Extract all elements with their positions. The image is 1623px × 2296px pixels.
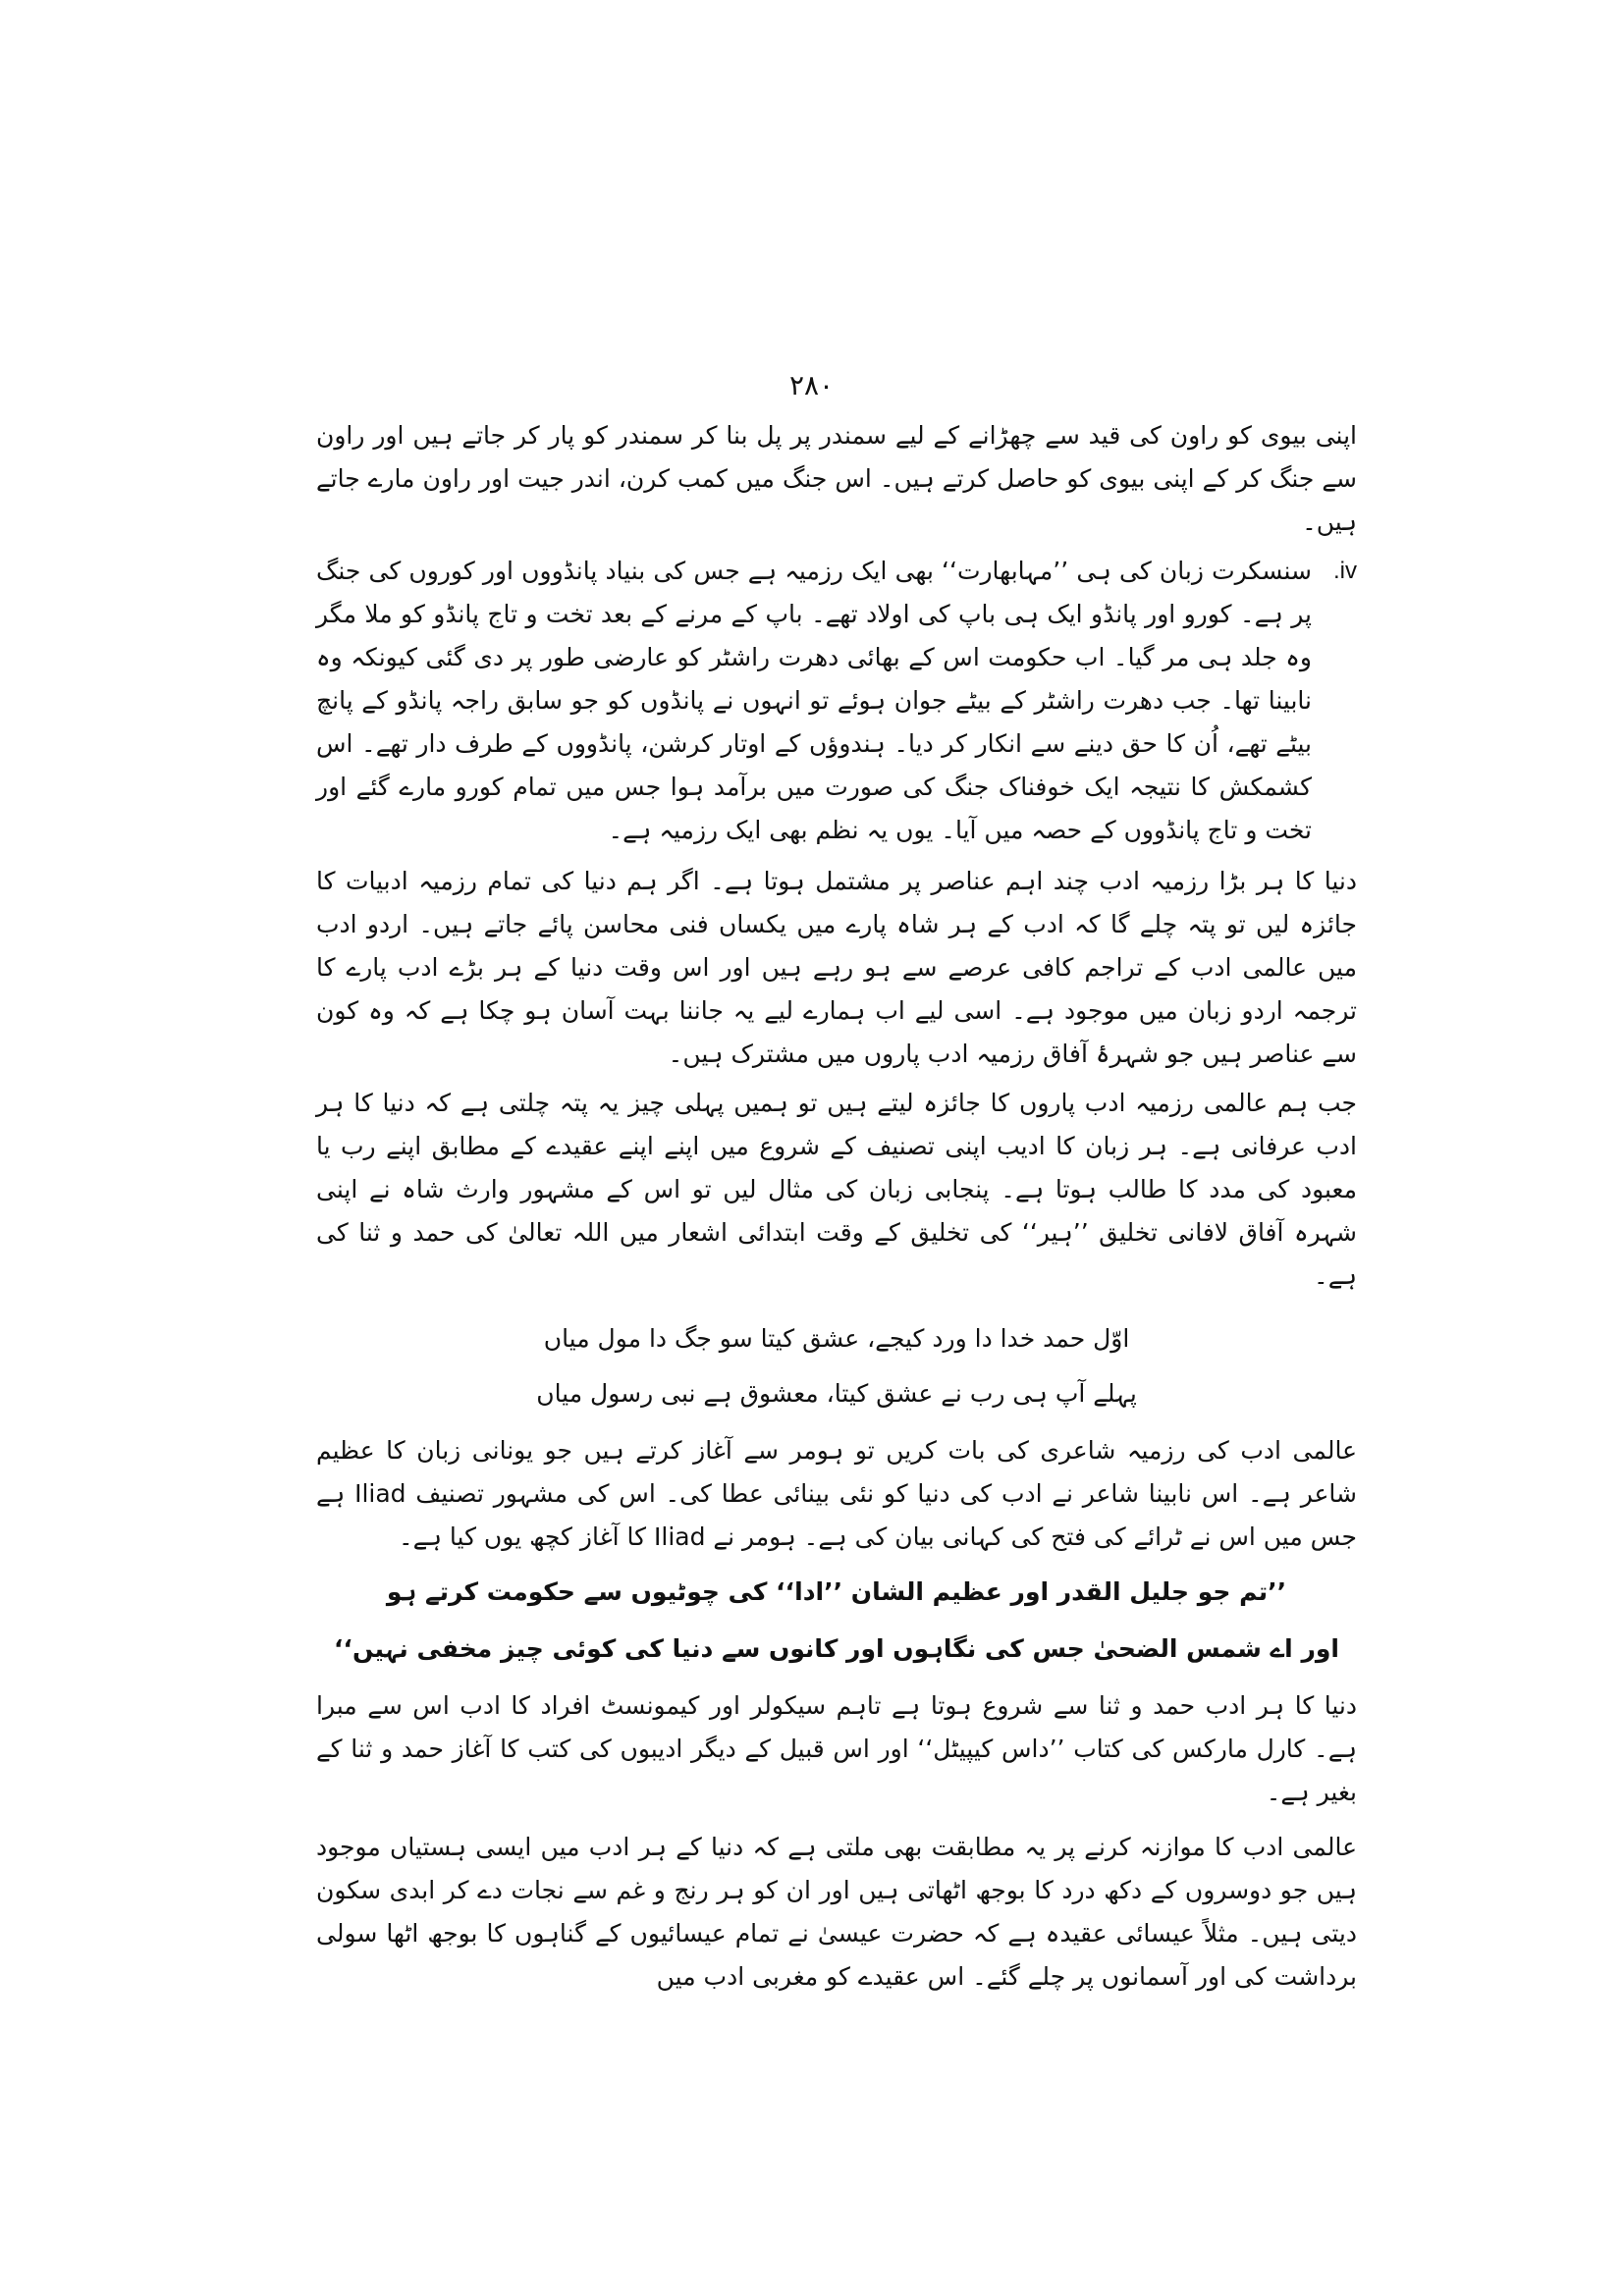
verse-line-1: اوّل حمد خدا دا ورد کیجے، عشق کیتا سو جگ دا مول میاں [543,1324,1130,1353]
verse-line-2: پہلے آپ ہی رب نے عشق کیتا، معشوق ہے نبی رسول میاں [536,1379,1137,1408]
page-number: ۲۸۰ [788,369,835,401]
paragraph-secular: دنیا کا ہر ادب حمد و ثنا سے شروع ہوتا ہے تاہم سیکولر اور کیمونسٹ افراد کا ادب اس سے مبرا ہے۔ کارل مارکس کی کتاب ’’داس کیپیٹل‘‘ اور اس قبیل کے دیگر ادیبوں کی کتب کا آغاز حمد و ثنا کے بغیر ہے۔ [316,1691,1357,1806]
list-text-mahabharata: سنسکرت زبان کی ہی ’’مہابھارت‘‘ بھی ایک رزمیہ ہے جس کی بنیاد پانڈووں اور کوروں کی جنگ پر ہے۔ کورو اور پانڈو ایک ہی باپ کی اولاد تھے۔ باپ کے مرنے کے بعد تخت و تاج پانڈو کو ملا مگر وہ جلد ہی مر گیا۔ اب حکومت اس کے بھائی دھرت راشٹر کو عارضی طور پر دی گئی کیونکہ وہ نابینا تھا۔ جب دھرت راشٹر کے بیٹے جوان ہوئے تو انہوں نے پانڈوں کو جو سابق راجہ پانڈو کے پانچ بیٹے تھے، اُن کا حق دینے سے انکار کر دیا۔ ہندوؤں کے اوتار کرشن، پانڈووں کے طرف دار تھے۔ اس کشمکش کا نتیجہ ایک خوفناک جنگ کی صورت میں برآمد ہوا جس میں تمام کورو مارے گئے اور تخت و تاج پانڈووں کے حصہ میں آیا۔ یوں یہ نظم بھی ایک رزمیہ ہے۔ [316,557,1312,844]
paragraph-hamd: جب ہم عالمی رزمیہ ادب پاروں کا جائزہ لیتے ہیں تو ہمیں پہلی چیز یہ پتہ چلتی ہے کہ دنیا کا ہر ادب عرفانی ہے۔ ہر زبان کا ادیب اپنی تصنیف کے شروع میں اپنے اپنے عقیدے کے مطابق اپنے رب یا معبود کی مدد کا طالب ہوتا ہے۔ پنجابی زبان کی مثال لیں تو اس کے مشہور وارث شاہ نے اپنی شہرہ آفاق لافانی تخلیق ’’ہیر‘‘ کی تخلیق کے وقت ابتدائی اشعار میں اللہ تعالیٰ کی حمد و ثنا کی ہے۔ [316,1089,1357,1290]
paragraph-epic-elements: دنیا کا ہر بڑا رزمیہ ادب چند اہم عناصر پر مشتمل ہوتا ہے۔ اگر ہم دنیا کی تمام رزمیہ ادبیات کا جائزہ لیں تو پتہ چلے گا کہ ادب کے ہر شاہ پارے میں یکساں فنی محاسن پائے جاتے ہیں۔ اردو ادب میں عالمی ادب کے تراجم کافی عرصے سے ہو رہے ہیں اور اس وقت دنیا کے ہر بڑے ادب پارے کا ترجمہ اردو زبان میں موجود ہے۔ اسی لیے اب ہمارے لیے یہ جاننا بہت آسان ہو چکا ہے کہ وہ کون سے عناصر ہیں جو شہرۂ آفاق رزمیہ ادب پاروں میں مشترک ہیں۔ [316,867,1357,1068]
list-number: .iv [1333,558,1357,584]
paragraph-ramayana-end: اپنی بیوی کو راون کی قید سے چھڑانے کے لیے سمندر پر پل بنا کر سمندر کو پار کر جاتے ہیں اور راون سے جنگ کر کے اپنی بیوی کو حاصل کرتے ہیں۔ اس جنگ میں کمب کرن، اندر جیت اور راون مارے جاتے ہیں۔ [316,421,1357,536]
list-item-iv [316,550,1357,852]
paragraph-comparison: عالمی ادب کا موازنہ کرنے پر یہ مطابقت بھی ملتی ہے کہ دنیا کے ہر ادب میں ایسی ہستیاں موجود ہیں جو دوسروں کے دکھ درد کا بوجھ اٹھاتی ہیں اور ان کو ہر رنج و غم سے نجات دے کر ابدی سکون دیتی ہیں۔ مثلاً عیسائی عقیدہ ہے کہ حضرت عیسیٰ نے تمام عیسائیوں کے گناہوں کا بوجھ اٹھا سولی برداشت کی اور آسمانوں پر چلے گئے۔ اس عقیدے کو مغربی ادب میں [316,1833,1357,1991]
quote-line-1: ’’تم جو جلیل القدر اور عظیم الشان ’’ادا‘‘ کی چوٹیوں سے حکومت کرتے ہو [386,1577,1287,1606]
body-text [316,414,1357,2004]
quote-line-2: اور اے شمس الضحیٰ جس کی نگاہوں اور کانوں سے دنیا کی کوئی چیز مخفی نہیں‘‘ [334,1634,1339,1663]
paragraph-homer: عالمی ادب کی رزمیہ شاعری کی بات کریں تو ہومر سے آغاز کرتے ہیں جو یونانی زبان کا عظیم شاعر ہے۔ اس نابینا شاعر نے ادب کی دنیا کو نئی بینائی عطا کی۔ اس کی مشہور تصنیف Iliad ہے جس میں اس نے ٹرائے کی فتح کی کہانی بیان کی ہے۔ ہومر نے Iliad کا آغاز کچھ یوں کیا ہے۔ [316,1436,1357,1551]
